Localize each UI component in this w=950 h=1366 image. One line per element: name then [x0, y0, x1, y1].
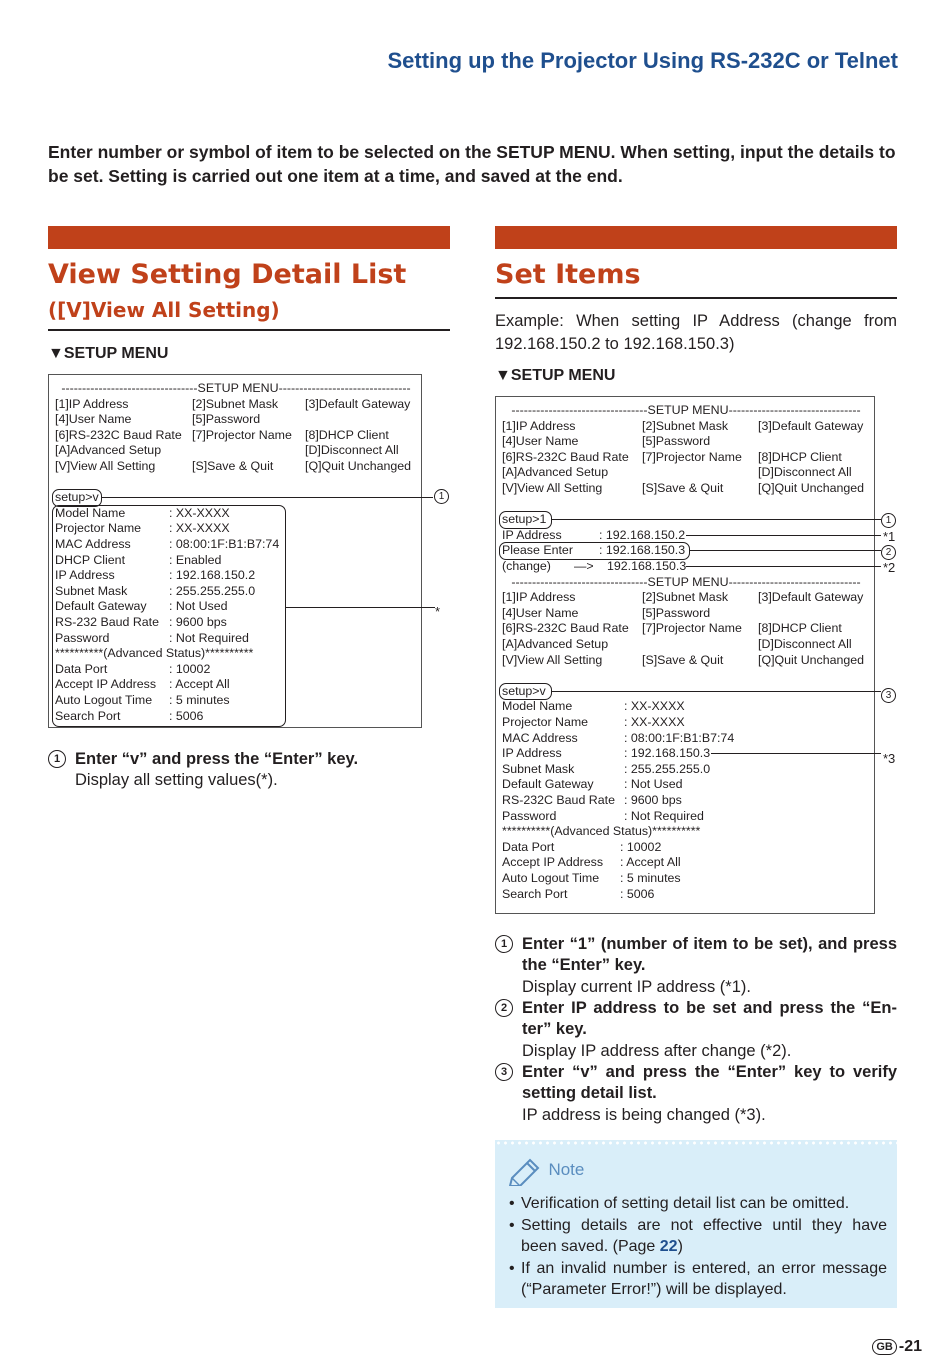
step-1-left	[48, 749, 448, 792]
setting-label: RS-232C Baud Rate	[502, 793, 615, 807]
menu-option: [3]Default Gateway	[758, 418, 864, 433]
leader-line-star2	[686, 566, 881, 567]
menu-option: [3]Default Gateway	[305, 396, 411, 411]
step-title: Enter “v” and press the “Enter” key.	[75, 750, 359, 768]
menu-option: [2]Subnet Mask	[642, 418, 729, 433]
setting-value: : Not Required	[624, 808, 704, 823]
leader-line-star3	[711, 753, 881, 754]
step-number: 1	[495, 935, 513, 953]
step-description: Display all setting values(*).	[75, 771, 278, 790]
advanced-row	[502, 840, 870, 856]
setting-label: Password	[55, 630, 110, 645]
note-item: • Setting details are not effective until they have been saved. (Page 22)	[509, 1216, 887, 1255]
prompt-line: setup>v	[55, 490, 99, 505]
menu-row	[55, 443, 417, 459]
menu-option: [6]RS-232C Baud Rate	[502, 449, 629, 464]
note-item: • If an invalid number is entered, an error message (“Parameter Error!”) will be displayed.	[509, 1259, 887, 1298]
menu-option: [7]Projector Name	[642, 449, 742, 464]
menu-option: [1]IP Address	[55, 396, 129, 411]
setting-label: DHCP Client	[55, 552, 126, 567]
note-dotted-border	[495, 1140, 897, 1146]
setup-menu-heading-right-text: SETUP MENU	[510, 367, 616, 384]
menu-option: [Q]Quit Unchanged	[758, 652, 865, 667]
section-subtitle-view-all: ([V]View All Setting)	[48, 298, 280, 322]
menu-option: [5]Password	[642, 605, 711, 620]
menu-row	[502, 434, 870, 450]
note-item-text: Verification of setting detail list can be omitted.	[521, 1195, 850, 1212]
menu-title-line: ---------------------------------SETUP MENU--------------------------------	[61, 381, 411, 395]
menu-option: [4]User Name	[55, 412, 132, 427]
menu-row	[55, 428, 417, 444]
setting-value: : 5 minutes	[169, 693, 230, 707]
step-body	[495, 934, 897, 998]
setting-label: Password	[502, 808, 557, 823]
menu-option: [8]DHCP Client	[758, 449, 842, 464]
menu-row	[55, 412, 417, 428]
please-enter-highlight	[499, 542, 690, 560]
menu-option: [S]Save & Quit	[192, 459, 274, 473]
setting-label: Model Name	[502, 699, 573, 714]
callout-marker-star1: *1	[883, 529, 896, 544]
setting-label: Default Gateway	[55, 599, 147, 614]
step-description: Display current IP address (*1).	[522, 977, 751, 996]
detail-row	[502, 731, 870, 747]
callout-marker-star-left: *	[435, 604, 441, 619]
advanced-row	[502, 855, 870, 871]
menu-option: [V]View All Setting	[502, 652, 603, 667]
setup-menu-heading-left-text: SETUP MENU	[63, 345, 169, 362]
step-description: IP address is being changed (*3).	[522, 1105, 766, 1124]
setting-value: : XX-XXXX	[169, 505, 230, 520]
setting-value: : Not Used	[624, 777, 683, 792]
setting-label: Model Name	[55, 505, 126, 520]
menu-option: [A]Advanced Setup	[502, 465, 609, 480]
prompt-line: setup>v	[502, 683, 546, 698]
setting-value: : 9600 bps	[624, 793, 682, 807]
menu-row	[502, 465, 870, 481]
setting-label: Projector Name	[502, 715, 589, 729]
step-3-right	[495, 1062, 897, 1126]
leader-line-star1	[686, 535, 881, 536]
section-bar-right	[495, 226, 897, 249]
intro-paragraph: Enter number or symbol of item to be selected on the SETUP MENU. When setting, input the details to be set. Setting is carried out one item at a time, and saved at the end.	[48, 142, 896, 186]
menu-option: [3]Default Gateway	[758, 590, 864, 605]
prompt-line: setup>1	[502, 512, 547, 527]
menu-option: [2]Subnet Mask	[642, 590, 729, 605]
step-body	[495, 1062, 897, 1126]
advanced-row	[502, 887, 870, 903]
setting-value: : Not Used	[169, 599, 228, 614]
setting-value: : 10002	[169, 661, 211, 676]
step-title: Enter “1” (number of item to be set), and press the “Enter” key.	[522, 935, 897, 975]
setting-value: : 5 minutes	[620, 871, 681, 885]
menu-row	[55, 459, 417, 475]
menu-row	[502, 481, 870, 497]
menu-row	[55, 397, 417, 413]
setting-value: : 255.255.255.0	[169, 583, 256, 598]
menu-option: [6]RS-232C Baud Rate	[55, 427, 182, 442]
example-text: Example: When setting IP Address (change from 192.168.150.2 to 192.168.150.3)	[495, 312, 897, 353]
setting-value: : XX-XXXX	[169, 521, 230, 536]
menu-option: [Q]Quit Unchanged	[758, 481, 865, 495]
setting-label: Auto Logout Time	[55, 693, 153, 707]
prompt2-highlight	[499, 683, 552, 701]
section-bar-left	[48, 226, 450, 249]
menu-title-line: ---------------------------------SETUP MENU--------------------------------	[511, 574, 861, 589]
menu-row	[502, 450, 870, 466]
note-item: • Verification of setting detail list can be omitted.	[509, 1195, 850, 1212]
setting-label: Auto Logout Time	[502, 871, 600, 885]
callout-marker-1-right: 1	[881, 513, 896, 528]
setting-label: Please Enter	[502, 543, 573, 558]
setup-menu-heading-left: ▼SETUP MENU	[48, 345, 169, 362]
setting-label: Accept IP Address	[55, 677, 157, 692]
menu-option: [D]Disconnect All	[758, 637, 852, 651]
setting-value: : 192.168.150.2	[169, 568, 256, 583]
detail-row	[502, 793, 870, 809]
details-highlight	[52, 505, 286, 727]
step-number: 3	[495, 1063, 513, 1081]
step-body	[495, 998, 897, 1062]
setting-value: : Accept All	[169, 677, 230, 692]
setting-value: : Not Required	[169, 630, 249, 645]
setting-label: MAC Address	[55, 537, 131, 551]
setting-value: : 192.168.150.2	[599, 527, 686, 542]
terminal-set-items	[495, 396, 875, 914]
menu-option: [8]DHCP Client	[305, 427, 389, 442]
note-title: Note	[548, 1160, 585, 1180]
step-1-right	[495, 934, 897, 998]
detail-row	[502, 715, 870, 731]
leader-line-2	[689, 550, 881, 551]
menu-row	[502, 419, 870, 435]
menu-option: [S]Save & Quit	[642, 652, 724, 667]
setting-label: Accept IP Address	[502, 855, 604, 870]
menu-row	[502, 637, 870, 653]
setting-value: : Enabled	[169, 552, 222, 567]
setting-value: : 08:00:1F:B1:B7:74	[624, 730, 735, 745]
note-item-text-end: )	[677, 1238, 683, 1255]
detail-row	[502, 809, 870, 825]
callout-marker-star2: *2	[883, 560, 896, 575]
setting-label: Search Port	[55, 708, 121, 723]
setting-value: : 08:00:1F:B1:B7:74	[169, 537, 280, 551]
menu-option: [1]IP Address	[502, 418, 576, 433]
section-title-set-items: Set Items	[495, 259, 641, 290]
region-badge: GB	[872, 1339, 897, 1355]
leader-line-1	[551, 519, 881, 520]
section-rule-right	[495, 297, 897, 299]
menu-option: [4]User Name	[502, 434, 579, 449]
setting-label: IP Address	[502, 527, 562, 542]
setting-value: : 5006	[620, 886, 655, 901]
leader-line-3	[551, 691, 881, 692]
menu-option: [8]DHCP Client	[758, 621, 842, 636]
setting-label: Subnet Mask	[55, 583, 128, 598]
setting-label: Search Port	[502, 886, 568, 901]
leader-line-1	[101, 497, 433, 498]
menu-option: [2]Subnet Mask	[192, 396, 279, 411]
setting-value: : Accept All	[620, 855, 681, 870]
menu-option: [6]RS-232C Baud Rate	[502, 621, 629, 636]
menu-row	[502, 590, 870, 606]
setting-label: IP Address	[502, 746, 562, 761]
callout-marker-3-right: 3	[881, 688, 896, 703]
step-2-right	[495, 998, 897, 1062]
setting-label: MAC Address	[502, 730, 578, 745]
menu-option: [A]Advanced Setup	[502, 637, 609, 651]
terminal-view-setting	[48, 374, 422, 728]
menu-row	[502, 653, 870, 669]
pencil-icon	[508, 1156, 544, 1186]
step-number: 2	[495, 999, 513, 1017]
step-number: 1	[48, 750, 66, 768]
setting-value: : 9600 bps	[169, 615, 227, 629]
menu-option: [4]User Name	[502, 605, 579, 620]
section-rule-left	[48, 329, 450, 331]
note-list	[509, 1193, 887, 1301]
menu-option: [S]Save & Quit	[642, 481, 724, 495]
setting-value: : 255.255.255.0	[624, 761, 711, 776]
setting-label: Data Port	[55, 661, 108, 676]
advanced-header: **********(Advanced Status)**********	[502, 824, 701, 839]
setting-value: : XX-XXXX	[624, 715, 685, 729]
menu-option: [5]Password	[192, 412, 261, 427]
detail-row	[502, 746, 870, 762]
leader-line-star	[285, 607, 435, 608]
advanced-header: **********(Advanced Status)**********	[55, 646, 254, 661]
note-item-text: Setting details are not effective until they have been saved. (Page	[521, 1216, 887, 1255]
setting-label: IP Address	[55, 568, 115, 583]
note-box	[495, 1140, 897, 1308]
change-label: (change)	[502, 559, 551, 573]
menu-option: [5]Password	[642, 434, 711, 449]
change-row	[502, 559, 870, 575]
setting-value: : XX-XXXX	[624, 699, 685, 714]
setting-value: : 192.168.150.3	[624, 746, 711, 761]
setting-label: Default Gateway	[502, 777, 594, 792]
advanced-row	[502, 871, 870, 887]
note-header	[508, 1156, 584, 1186]
page-number-text: -21	[898, 1338, 922, 1355]
setting-label: Projector Name	[55, 521, 142, 536]
detail-row	[502, 699, 870, 715]
section-title-view-setting: View Setting Detail List	[48, 259, 407, 290]
menu-option: [7]Projector Name	[642, 621, 742, 636]
setting-label: Data Port	[502, 839, 555, 854]
step-description: Display IP address after change (*2).	[522, 1041, 792, 1060]
change-arrow: —>	[574, 559, 594, 573]
setting-label: Subnet Mask	[502, 761, 575, 776]
callout-marker-1-left: 1	[434, 489, 449, 504]
menu-option: [A]Advanced Setup	[55, 443, 162, 458]
menu-option: [Q]Quit Unchanged	[305, 459, 412, 473]
setting-value: : 192.168.150.3	[599, 543, 686, 558]
step-title: Enter IP address to be set and press the “En-ter” key.	[522, 999, 897, 1039]
running-title: Setting up the Projector Using RS-232C or Telnet	[387, 48, 898, 73]
setting-value: : 10002	[620, 839, 662, 854]
menu-title-line: ---------------------------------SETUP MENU--------------------------------	[511, 403, 861, 417]
setting-label: RS-232 Baud Rate	[55, 615, 160, 629]
menu-row	[502, 606, 870, 622]
step-title: Enter “v” and press the “Enter” key to verify setting detail list.	[522, 1063, 897, 1103]
menu-option: [D]Disconnect All	[758, 465, 852, 480]
page-number	[872, 1338, 922, 1356]
menu-option: [V]View All Setting	[55, 459, 156, 473]
note-item-text: If an invalid number is entered, an error message (“Parameter Error!”) will be displayed.	[521, 1259, 887, 1298]
detail-row	[502, 762, 870, 778]
setting-value: : 5006	[169, 708, 204, 723]
menu-option: [D]Disconnect All	[305, 443, 399, 458]
change-value: 192.168.150.3	[607, 559, 687, 573]
callout-marker-2-right: 2	[881, 545, 896, 560]
menu-option: [7]Projector Name	[192, 427, 292, 442]
callout-marker-star3: *3	[883, 751, 896, 766]
menu-option: [1]IP Address	[502, 590, 576, 605]
page-link-22[interactable]: 22	[659, 1238, 678, 1255]
setup-menu-heading-right: ▼SETUP MENU	[495, 367, 616, 384]
menu-row	[502, 621, 870, 637]
ip-current-row	[502, 528, 870, 544]
detail-row	[502, 777, 870, 793]
prompt1-highlight	[499, 511, 552, 529]
menu-option: [V]View All Setting	[502, 481, 603, 495]
